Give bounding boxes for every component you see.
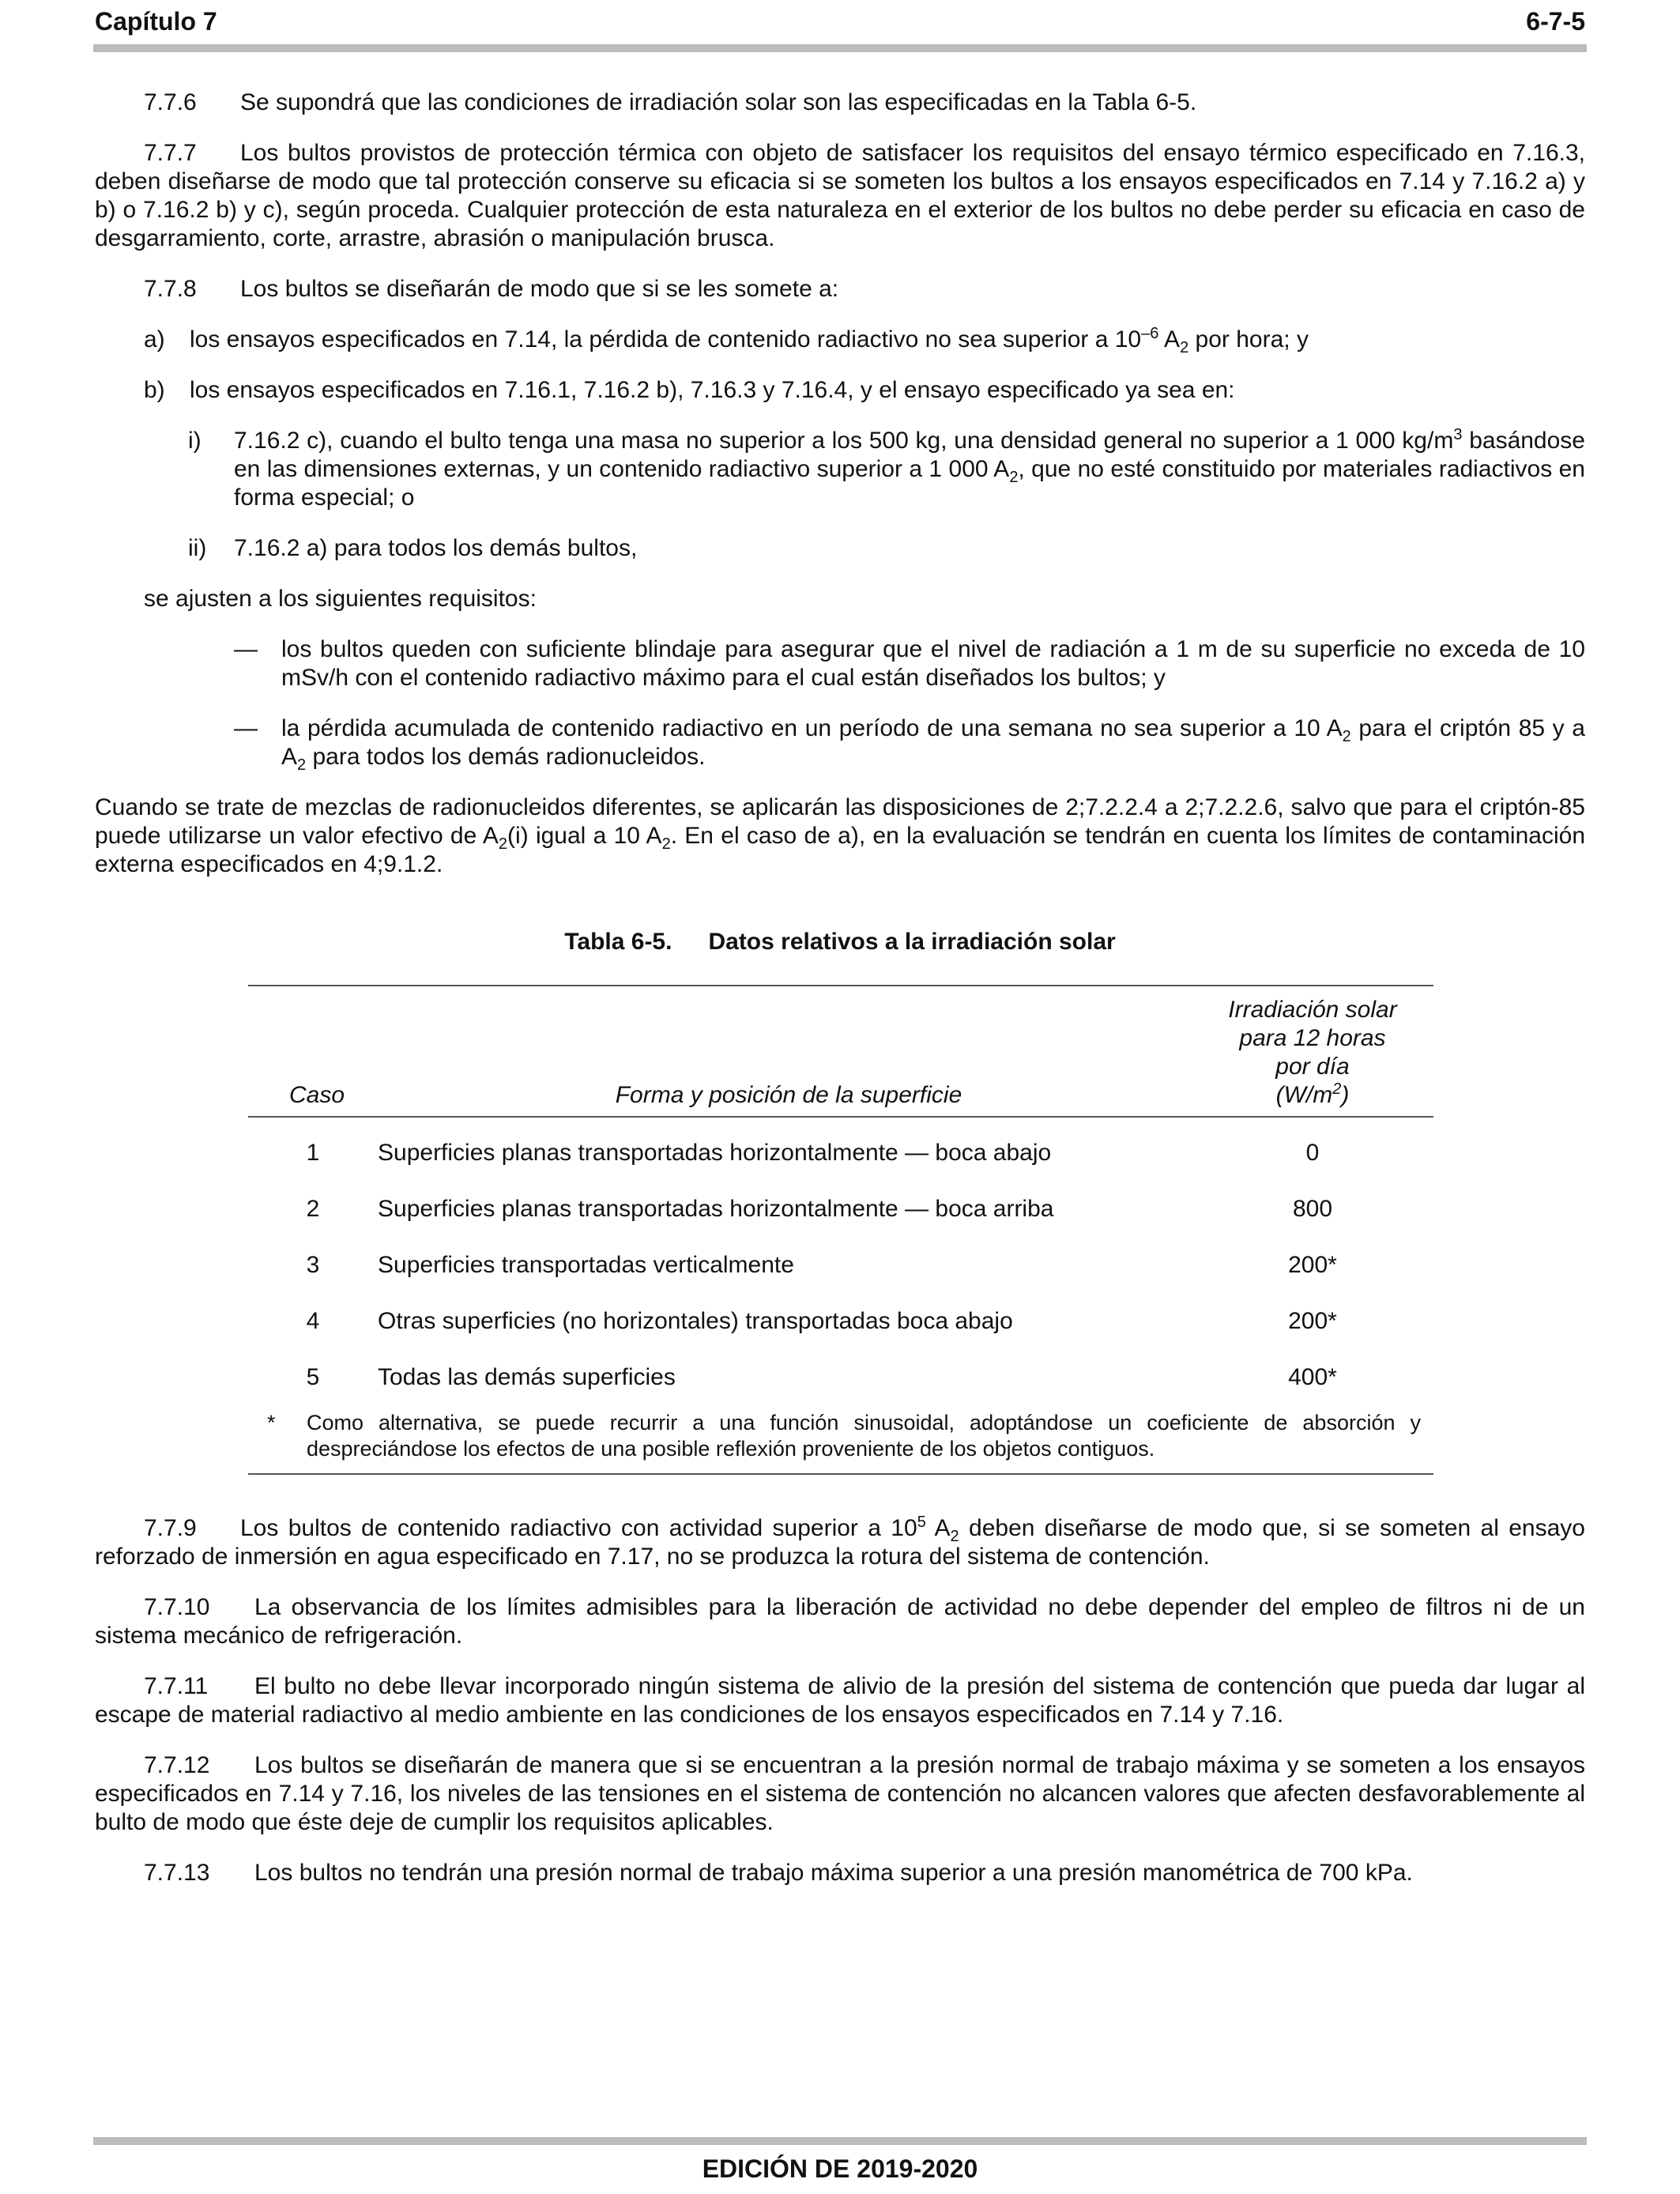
- page-number: 6-7-5: [1526, 7, 1585, 36]
- cell-forma: Superficies transportadas verticalmente: [378, 1251, 794, 1278]
- list-text: 7.16.2 a) para todos los demás bultos,: [234, 535, 638, 561]
- cell-valor: 200*: [1288, 1251, 1337, 1278]
- table-row: [248, 1125, 1433, 1181]
- paragraph-number: 7.7.11: [144, 1673, 209, 1699]
- list-label: i): [188, 428, 202, 454]
- paragraph-text: Los bultos se diseñarán de modo que si se les somete a:: [240, 276, 839, 302]
- mixtures-paragraph: Cuando se trate de mezclas de radionucleidos diferentes, se aplicarán las disposiciones de 2;7.2.2.4 a 2;7.2.2.6, salvo que para el criptón-85 puede utilizarse un valor efectivo de $A_2(i)$ igual a 10 $A_2$. En el caso de a), en la evaluación se tendrán en cuenta los límites de contaminación externa especificados en 4;9.1.2.: [95, 794, 1585, 877]
- list-text: los ensayos especificados en 7.14, la pérdida de contenido radiactivo no sea superior a $10^{-6}$ $A_2$ por hora; y: [190, 325, 1309, 356]
- paragraph-7-7-12: [95, 1751, 1585, 1837]
- table-row: [248, 1349, 1433, 1405]
- paragraph-number: 7.7.8: [144, 276, 197, 302]
- paragraph-text: Los bultos se diseñarán de manera que si se encuentran a la presión normal de trabajo máxima y se someten a los ensayos especificados en 7.14 y 7.16, los niveles de las tensiones en el sistema de contención no alcancen valores que afecten desfavorablemente al bulto de modo que éste deje de cumplir los requisitos aplicables.: [95, 1752, 1585, 1835]
- paragraph-number: 7.7.9: [144, 1515, 197, 1541]
- cell-caso: 5: [306, 1363, 320, 1390]
- paragraph-number: 7.7.7: [144, 140, 197, 166]
- dash-label: —: [234, 715, 258, 741]
- cell-forma: Todas las demás superficies: [378, 1363, 676, 1390]
- cell-valor: 0: [1305, 1139, 1320, 1166]
- dash-item-1: [95, 635, 1585, 692]
- table-title: [95, 928, 1585, 956]
- paragraph-7-7-6: [95, 89, 1585, 117]
- list-label: ii): [188, 535, 207, 561]
- cell-caso: 1: [306, 1139, 320, 1166]
- list-item-i: [95, 427, 1585, 512]
- footnote-mark: *: [267, 1411, 276, 1434]
- cell-forma: Superficies planas transportadas horizontalmente — boca arriba: [378, 1195, 1054, 1222]
- list-label: a): [144, 326, 165, 352]
- paragraph-7-7-9: 7.7.9 Los bultos de contenido radiactivo con actividad superior a $10^5$ $A_2$ deben diseñarse de modo que, si se someten al ensayo reforzado de inmersión en agua especificado en 7.17, no se produzca la rotura del sistema de contención.: [95, 1514, 1585, 1570]
- table-caption: Datos relativos a la irradiación solar: [708, 929, 1116, 955]
- paragraph-number: 7.7.6: [144, 89, 197, 115]
- table-row: [248, 1237, 1433, 1293]
- dash-text: los bultos queden con suficiente blindaje para asegurar que el nivel de radiación a 1 m de su superficie no exceda de 10 mSv/h con el contenido radiactivo máximo para el cual están diseñados los bultos; y: [281, 636, 1585, 691]
- footnote-text: Como alternativa, se puede recurrir a una función sinusoidal, adoptándose un coeficiente de absorción y despreciándose los efectos de una posible reflexión proveniente de los objetos contiguos.: [307, 1411, 1421, 1461]
- table-footnote: [248, 1410, 1433, 1473]
- table-bottom-rule: [248, 1473, 1433, 1475]
- paragraph-7-7-7: [95, 139, 1585, 253]
- paragraph-number: 7.7.10: [144, 1594, 210, 1620]
- list-label: b): [144, 377, 165, 403]
- page-header: [95, 2, 1585, 41]
- header-forma: Forma y posición de la superficie: [615, 1082, 962, 1108]
- cell-caso: 3: [306, 1251, 320, 1278]
- paragraph-text: Los bultos provistos de protección térmica con objeto de satisfacer los requisitos del ensayo térmico especificado en 7.16.3, deben diseñarse de modo que tal protección conserve su eficacia si se someten los bultos a los ensayos especificados en 7.14 y 7.16.2 a) y b) o 7.16.2 b) y c), según proceda. Cualquier protección de esta naturaleza en el exterior de los bultos no debe perder su eficacia en caso de desgarramiento, corte, arrastre, abrasión o manipulación brusca.: [95, 140, 1585, 251]
- chapter-title: Capítulo 7: [95, 7, 217, 36]
- cell-valor: 200*: [1288, 1307, 1337, 1334]
- table-row: [248, 1293, 1433, 1349]
- list-item-ii: [95, 534, 1585, 563]
- table-row: [248, 1181, 1433, 1237]
- solar-irradiation-table: [248, 985, 1433, 1475]
- paragraph-text: Se supondrá que las condiciones de irradiación solar son las especificadas en la Tabla 6-5.: [240, 89, 1197, 115]
- paragraph-text: La observancia de los límites admisibles para la liberación de actividad no debe depender del empleo de filtros ni de un sistema mecánico de refrigeración.: [95, 1594, 1585, 1649]
- paragraph-7-7-11: [95, 1672, 1585, 1729]
- paragraph-7-7-8: [95, 275, 1585, 303]
- table-label: Tabla 6-5.: [564, 929, 672, 955]
- paragraph-number: 7.7.13: [144, 1860, 210, 1886]
- list-item-b: [95, 376, 1585, 405]
- cell-caso: 2: [306, 1195, 320, 1222]
- paragraph-7-7-13: [95, 1859, 1585, 1887]
- header-rule: [93, 44, 1587, 52]
- cell-valor: 400*: [1288, 1363, 1337, 1390]
- paragraph-text: Los bultos no tendrán una presión normal de trabajo máxima superior a una presión manométrica de 700 kPa.: [254, 1860, 1413, 1886]
- table-header-row: [248, 986, 1433, 1116]
- list-text: los ensayos especificados en 7.16.1, 7.16.2 b), 7.16.3 y 7.16.4, y el ensayo especificado ya sea en:: [190, 377, 1235, 403]
- paragraph-text: El bulto no debe llevar incorporado ningún sistema de alivio de la presión del sistema de contención que pueda dar lugar al escape de material radiactivo al medio ambiente en las condiciones de los ensayos especificados en 7.14 y 7.16.: [95, 1673, 1585, 1728]
- cell-caso: 4: [306, 1307, 320, 1334]
- list-text: 7.16.2 c), cuando el bulto tenga una masa no superior a los 500 kg, una densidad general no superior a 1 000 $kg/m^3$ basándose en las dimensiones externas, y un contenido radiactivo superior a 1 000 $A_2$, que no esté constituido por materiales radiactivos en forma especial; o: [234, 426, 1585, 511]
- requirements-intro: se ajusten a los siguientes requisitos:: [144, 586, 537, 612]
- list-item-a: [95, 326, 1585, 354]
- footer-rule: [93, 2137, 1587, 2145]
- header-irradiacion: Irradiación solar para 12 horas por día $(W/m^2)$: [1228, 997, 1397, 1108]
- header-caso: Caso: [288, 1082, 345, 1108]
- dash-label: —: [234, 636, 258, 662]
- dash-text: la pérdida acumulada de contenido radiactivo en un período de una semana no sea superior a 10 $A_2$ para el criptón 85 y a $A_2$ para todos los demás radionucleidos.: [281, 715, 1585, 774]
- cell-forma: Superficies planas transportadas horizontalmente — boca abajo: [378, 1139, 1052, 1166]
- paragraph-7-7-10: [95, 1593, 1585, 1650]
- cell-forma: Otras superficies (no horizontales) transportadas boca abajo: [378, 1307, 1013, 1334]
- page-content: [95, 89, 1585, 1887]
- cell-valor: 800: [1292, 1195, 1333, 1222]
- table-body: [248, 1118, 1433, 1410]
- page-footer: EDICIÓN DE 2019-2020: [702, 2154, 978, 2183]
- dash-item-2: [95, 714, 1585, 774]
- paragraph-number: 7.7.12: [144, 1752, 210, 1778]
